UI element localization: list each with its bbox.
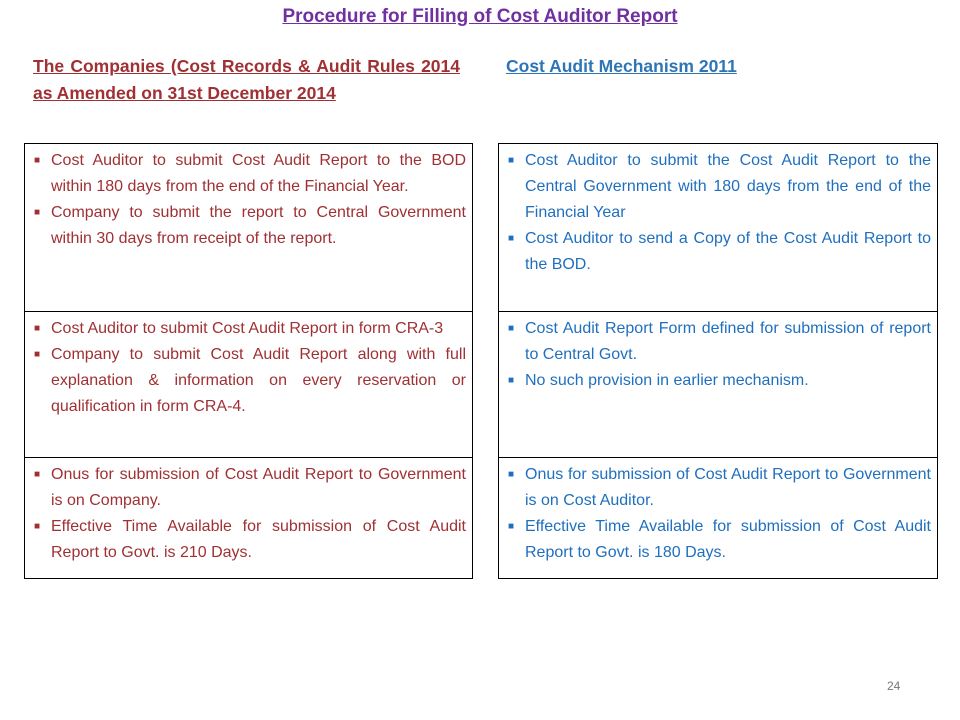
- list-item: ■ Cost Auditor to submit Cost Audit Report in form CRA-3: [33, 316, 466, 342]
- list-item: ■ Company to submit Cost Audit Report along with full explanation & information on every reservation or qualification in form CRA-4.: [33, 342, 466, 420]
- list-item: ■ No such provision in earlier mechanism.: [507, 368, 931, 394]
- square-bullet-icon: ■: [34, 469, 41, 480]
- square-bullet-icon: ■: [34, 155, 41, 166]
- square-bullet-icon: ■: [34, 521, 41, 532]
- list-item: ■ Effective Time Available for submission of Cost Audit Report to Govt. is 210 Days.: [33, 514, 466, 566]
- left-row-3: [25, 458, 472, 579]
- right-row-2: [499, 312, 937, 458]
- right-row-3: [499, 458, 937, 579]
- left-row-1: [25, 144, 472, 312]
- square-bullet-icon: ■: [508, 155, 515, 166]
- list-item: ■ Cost Auditor to submit Cost Audit Report to the BOD within 180 days from the end of the Financial Year.: [33, 148, 466, 200]
- list-item: ■ Onus for submission of Cost Audit Report to Government is on Cost Auditor.: [507, 462, 931, 514]
- square-bullet-icon: ■: [34, 323, 41, 334]
- right-column-heading: Cost Audit Mechanism 2011: [506, 56, 737, 76]
- left-column-heading: The Companies (Cost Records & Audit Rules 2014 as Amended on 31st December 2014: [33, 56, 460, 103]
- list-item: ■ Cost Audit Report Form defined for submission of report to Central Govt.: [507, 316, 931, 368]
- list-item: ■ Cost Auditor to send a Copy of the Cost Audit Report to the BOD.: [507, 226, 931, 278]
- square-bullet-icon: ■: [508, 469, 515, 480]
- right-comparison-column: [498, 143, 938, 579]
- list-item: ■ Effective Time Available for submission of Cost Audit Report to Govt. is 180 Days.: [507, 514, 931, 566]
- page-title: Procedure for Filling of Cost Auditor Report: [282, 6, 678, 27]
- square-bullet-icon: ■: [508, 323, 515, 334]
- left-comparison-column: [24, 143, 473, 579]
- list-item: ■ Onus for submission of Cost Audit Report to Government is on Company.: [33, 462, 466, 514]
- page-number: 24: [887, 679, 901, 693]
- square-bullet-icon: ■: [34, 349, 41, 360]
- square-bullet-icon: ■: [508, 521, 515, 532]
- left-row-2: [25, 312, 472, 458]
- square-bullet-icon: ■: [508, 375, 515, 386]
- right-row-1: [499, 144, 937, 312]
- list-item: ■ Company to submit the report to Central Government within 30 days from receipt of the report.: [33, 200, 466, 252]
- square-bullet-icon: ■: [508, 233, 515, 244]
- list-item: ■ Cost Auditor to submit the Cost Audit Report to the Central Government with 180 days from the end of the Financial Year: [507, 148, 931, 226]
- square-bullet-icon: ■: [34, 207, 41, 218]
